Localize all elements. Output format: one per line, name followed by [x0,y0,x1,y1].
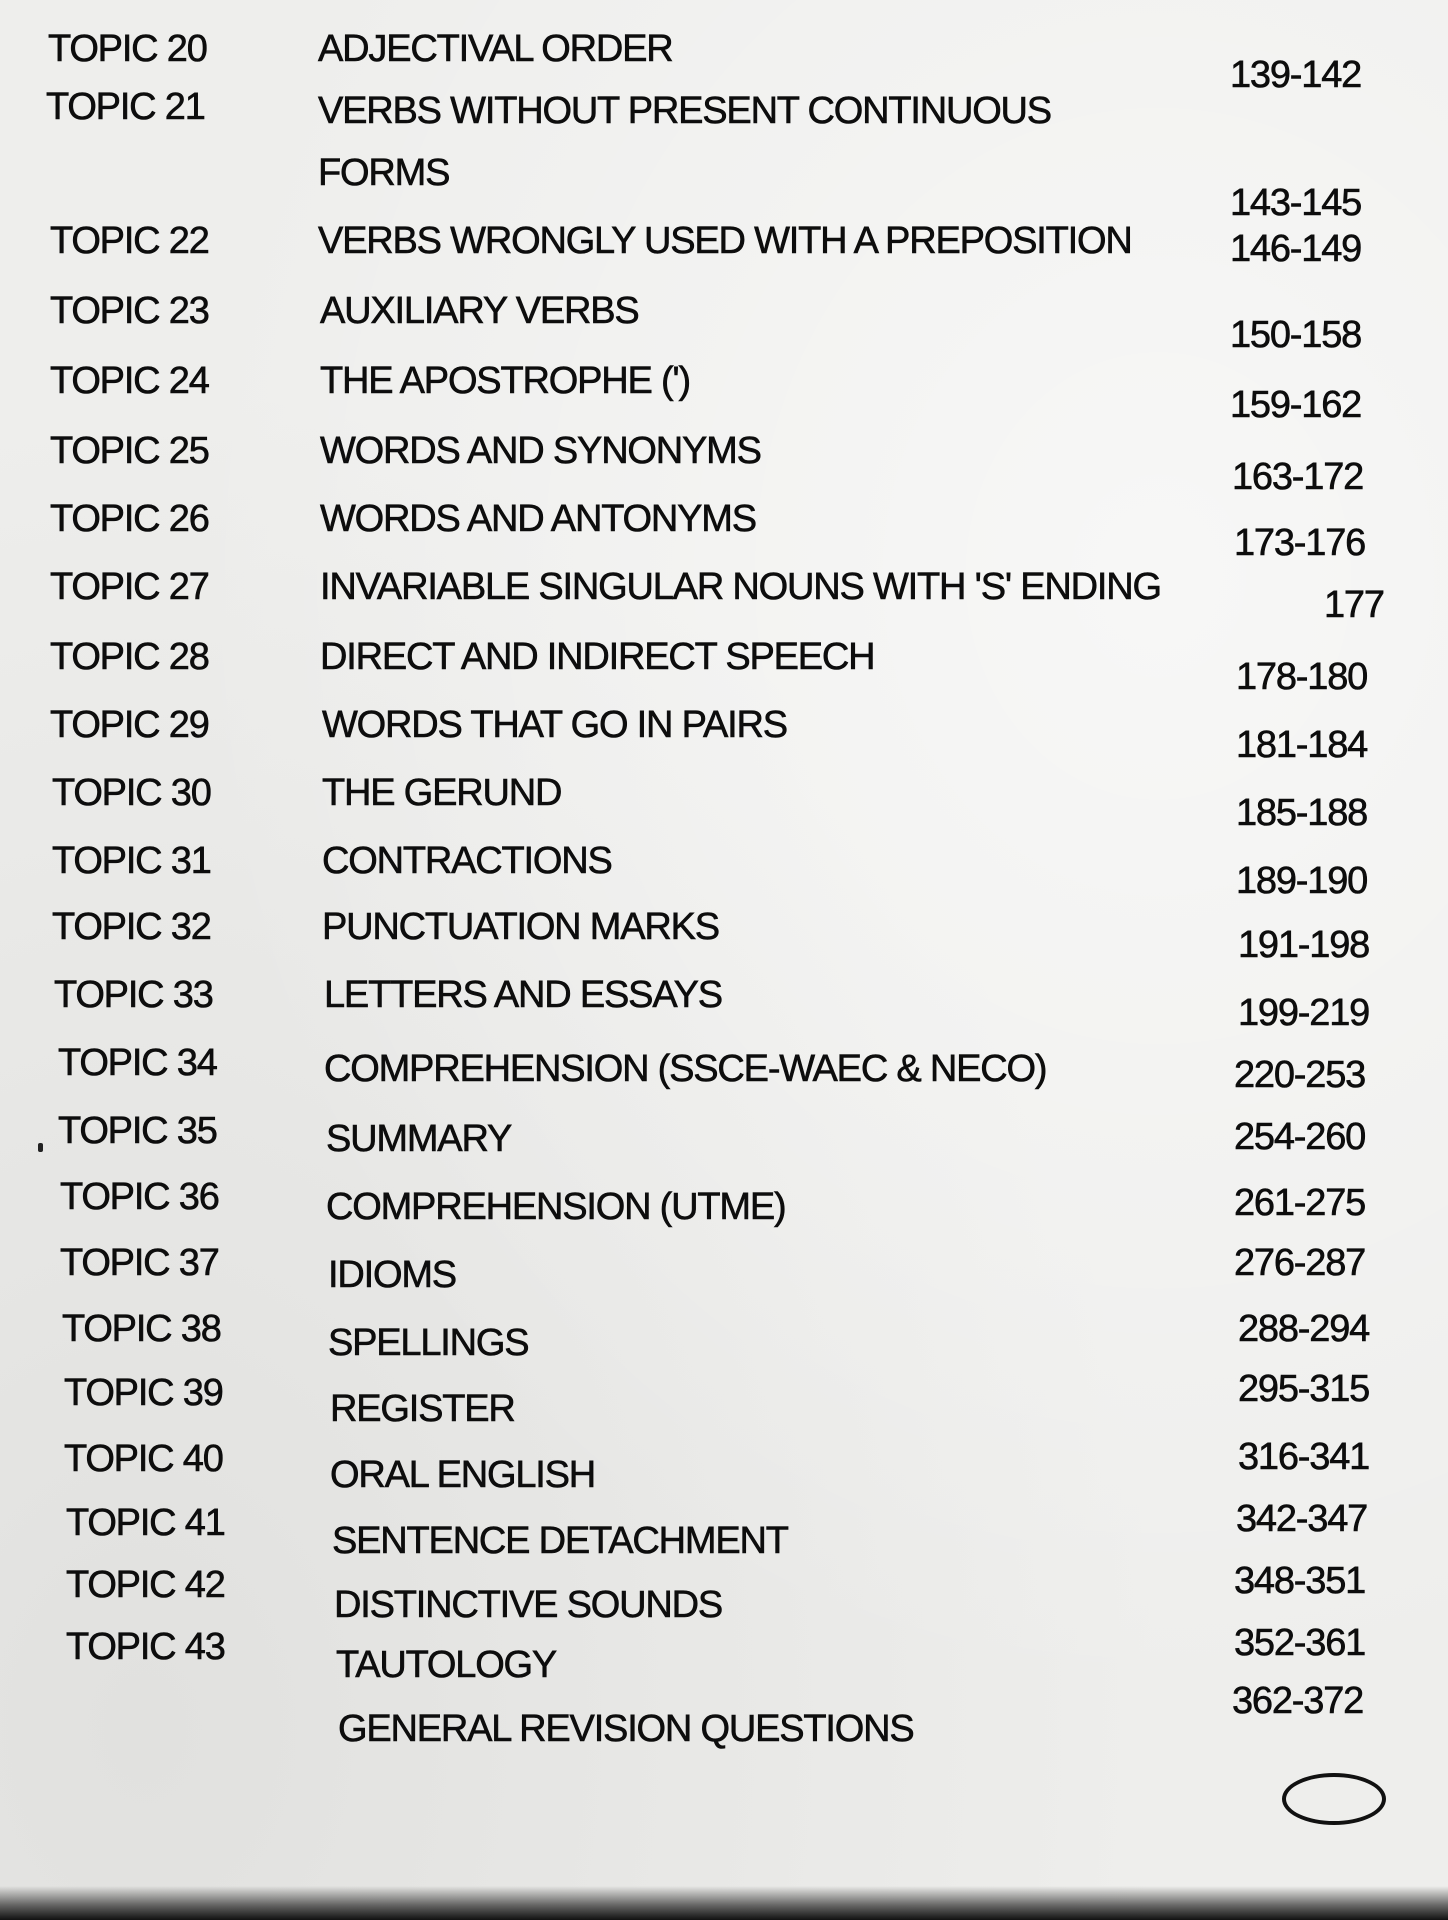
toc-topic-number: TOPIC 39 [64,1372,223,1414]
toc-row [0,1112,1448,1172]
toc-page-range: 163-172 [1232,456,1364,498]
page-edge-shadow [0,1886,1448,1920]
toc-topic-number: TOPIC 35 [58,1110,217,1152]
toc-row [0,638,1448,698]
toc-title: TAUTOLOGY [336,1644,557,1686]
toc-row [0,498,1448,564]
toc-title: AUXILIARY VERBS [320,290,639,332]
toc-row [0,568,1448,628]
toc-row [0,86,1448,224]
toc-page-range: 177 [1324,584,1384,626]
toc-topic-number: TOPIC 21 [46,86,205,128]
toc-page-range: 178-180 [1236,656,1368,698]
toc-row [0,222,1448,282]
toc-page-range: 191-198 [1238,924,1370,966]
toc-topic-number: TOPIC 43 [66,1626,225,1668]
toc-row [0,1560,1448,1626]
toc-title: VERBS WITHOUT PRESENT CONTINUOUS [318,90,1051,132]
toc-title: THE APOSTROPHE (') [320,360,690,402]
toc-topic-number: TOPIC 36 [60,1176,219,1218]
toc-page-range: 342-347 [1236,1498,1368,1540]
toc-topic-number: TOPIC 20 [48,28,207,70]
toc-title: COMPREHENSION (SSCE-WAEC & NECO) [324,1048,1047,1090]
toc-topic-number: TOPIC 37 [60,1242,219,1284]
toc-topic-number: TOPIC 30 [52,772,211,814]
toc-topic-number: TOPIC 27 [50,566,209,608]
toc-row [0,842,1448,902]
toc-title: CONTRACTIONS [322,840,612,882]
ink-speck [38,1143,43,1152]
toc-page-range: 159-162 [1230,384,1362,426]
toc-page-range: 139-142 [1230,54,1362,96]
toc-topic-number: TOPIC 24 [50,360,209,402]
toc-page-range: 276-287 [1234,1242,1366,1284]
toc-title: REGISTER [330,1388,515,1430]
toc-title: PUNCTUATION MARKS [322,906,719,948]
toc-row [0,976,1448,1036]
toc-title: WORDS AND SYNONYMS [320,430,761,472]
toc-page-range: 189-190 [1236,860,1368,902]
toc-title: INVARIABLE SINGULAR NOUNS WITH 'S' ENDING [320,566,1161,608]
toc-row [0,908,1448,968]
toc-title: DIRECT AND INDIRECT SPEECH [320,636,875,678]
toc-title: LETTERS AND ESSAYS [324,974,722,1016]
toc-title: SUMMARY [326,1118,512,1160]
toc-row [0,1498,1448,1564]
toc-row [0,360,1448,426]
toc-row [0,290,1448,356]
toc-title: ADJECTIVAL ORDER [318,28,673,70]
toc-topic-number: TOPIC 34 [58,1042,217,1084]
toc-title: IDIOMS [328,1254,456,1296]
toc-topic-number: TOPIC 40 [64,1438,223,1480]
toc-topic-number: TOPIC 22 [50,220,209,262]
toc-title: GENERAL REVISION QUESTIONS [338,1708,914,1750]
toc-title: VERBS WRONGLY USED WITH A PREPOSITION [318,220,1132,262]
toc-title-continuation: FORMS [318,152,450,194]
toc-row [0,1044,1448,1104]
toc-page-range: 352-361 [1234,1622,1366,1664]
toc-page-range: 181-184 [1236,724,1368,766]
toc-row [0,1178,1448,1238]
toc-page-range: 288-294 [1238,1308,1370,1350]
toc-topic-number: TOPIC 23 [50,290,209,332]
toc-topic-number: TOPIC 26 [50,498,209,540]
toc-row [0,706,1448,766]
toc-topic-number: TOPIC 41 [66,1502,225,1544]
page-number-oval [1282,1773,1386,1825]
toc-page-range: 316-341 [1238,1436,1370,1478]
toc-page-range: 150-158 [1230,314,1362,356]
toc-title: THE GERUND [322,772,562,814]
toc-page-range: 254-260 [1234,1116,1366,1158]
toc-title: DISTINCTIVE SOUNDS [334,1584,722,1626]
toc-row [0,1368,1448,1434]
toc-title: COMPREHENSION (UTME) [326,1186,786,1228]
toc-row [0,1680,1448,1750]
toc-page-range: 185-188 [1236,792,1368,834]
toc-page-range: 143-145 [1230,182,1362,224]
toc-row [0,774,1448,834]
toc-topic-number: TOPIC 28 [50,636,209,678]
toc-topic-number: TOPIC 38 [62,1308,221,1350]
toc-page-range: 146-149 [1230,228,1362,270]
toc-topic-number: TOPIC 25 [50,430,209,472]
toc-row [0,28,1448,96]
toc-title: WORDS AND ANTONYMS [320,498,756,540]
toc-row [0,1310,1448,1370]
toc-row [0,1244,1448,1304]
toc-topic-number: TOPIC 42 [66,1564,225,1606]
toc-page-range: 295-315 [1238,1368,1370,1410]
toc-topic-number: TOPIC 32 [52,906,211,948]
toc-page-range: 173-176 [1234,522,1366,564]
toc-row [0,430,1448,498]
toc-topic-number: TOPIC 31 [52,840,211,882]
toc-title: ORAL ENGLISH [330,1454,596,1496]
toc-topic-number: TOPIC 29 [50,704,209,746]
toc-title: SPELLINGS [328,1322,529,1364]
toc-page-range: 348-351 [1234,1560,1366,1602]
toc-title: SENTENCE DETACHMENT [332,1520,788,1562]
toc-topic-number: TOPIC 33 [54,974,213,1016]
toc-title: WORDS THAT GO IN PAIRS [322,704,787,746]
toc-page-range: 261-275 [1234,1182,1366,1224]
toc-page-range: 362-372 [1232,1680,1364,1722]
toc-page-range: 199-219 [1238,992,1370,1034]
toc-row [0,1436,1448,1500]
toc-page-range: 220-253 [1234,1054,1366,1096]
toc-row [0,1622,1448,1688]
